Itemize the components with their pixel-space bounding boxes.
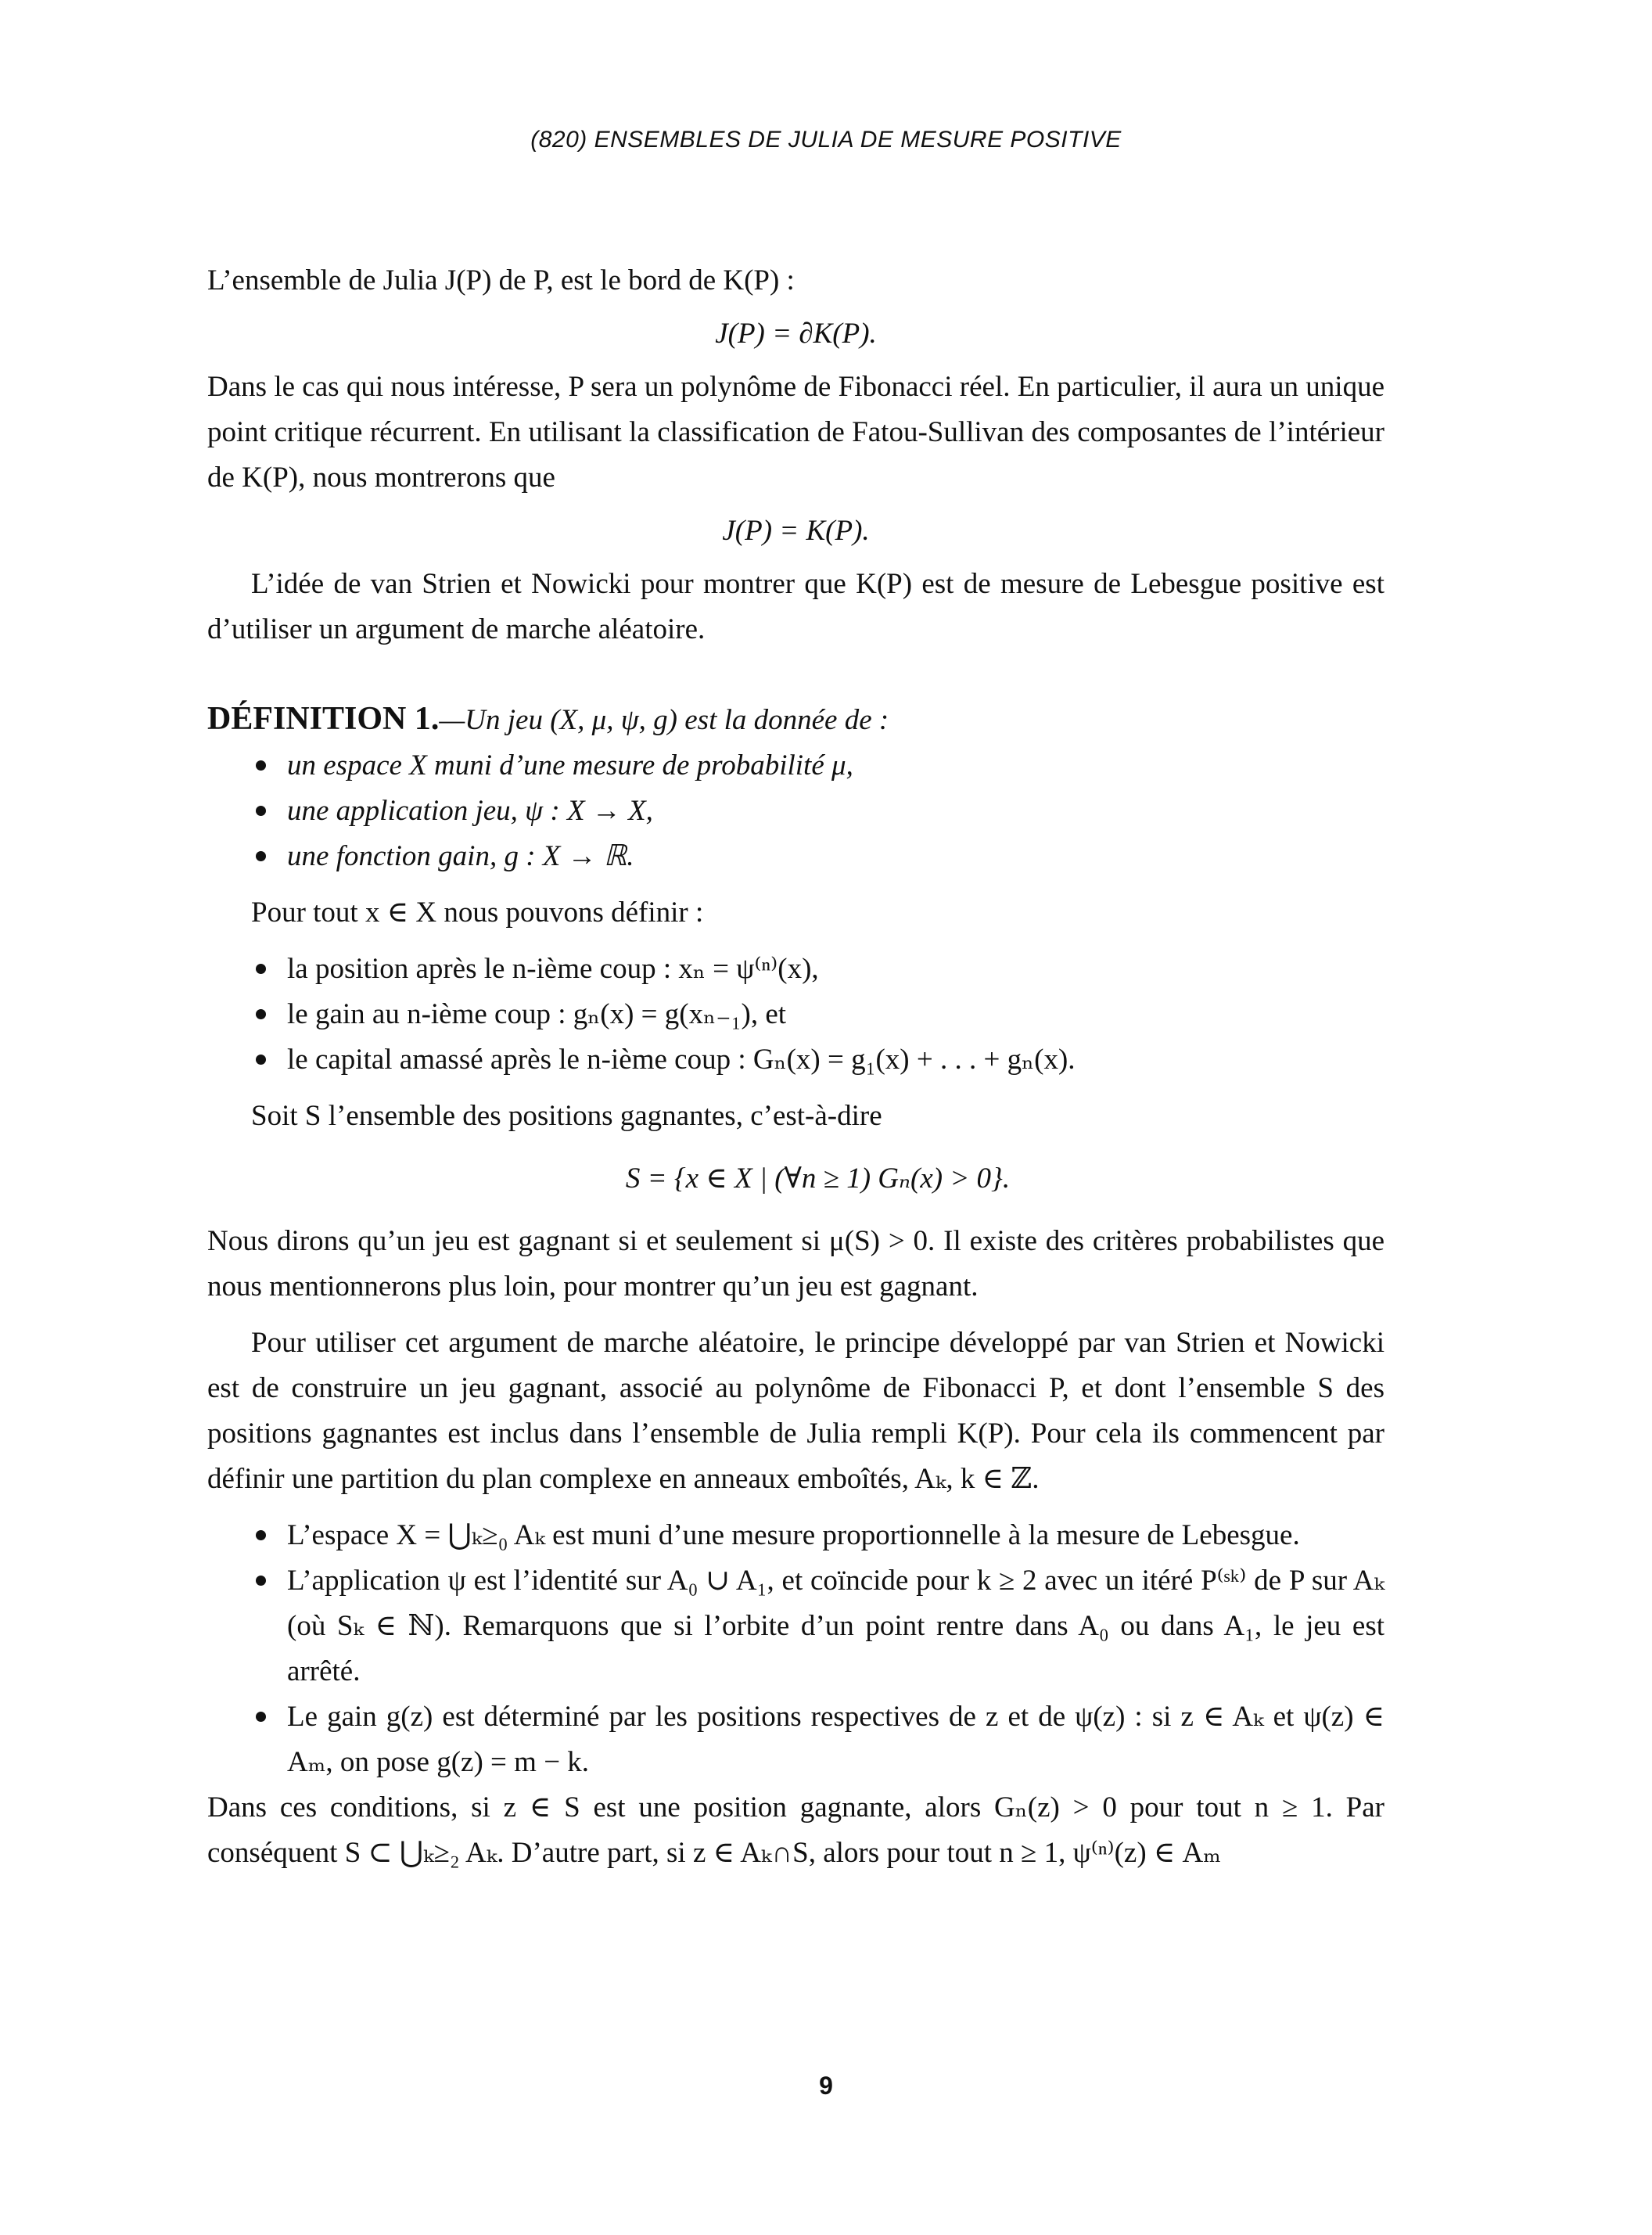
paragraph-conditions: Dans ces conditions, si z ∈ S est une position gagnante, alors Gₙ(z) > 0 pour tout n ≥ 1. Par conséquent S ⊂ ⋃ₖ≥₂ Aₖ. D’autre part, si z ∈ Aₖ∩S, alors pour tout n ≥ 1, ψ⁽ⁿ⁾(z) ∈ Aₘ — [207, 1791, 1384, 1869]
paragraph-construction: Pour utiliser cet argument de marche aléatoire, le principe développé par van Strien et Nowicki est de construire un jeu gagnant, associé au polynôme de Fibonacci P, et dont l’ensemble S des positions gagnantes est inclus dans l’ensemble de Julia rempli K(P). Pour cela ils commencent par définir une partition du plan complexe en anneaux emboîtés, Aₖ, k ∈ ℤ. — [207, 1327, 1384, 1495]
list-item: L’espace X = ⋃ₖ≥₀ Aₖ est muni d’une mesure proportionnelle à la mesure de Lebesgue. — [251, 1513, 1384, 1558]
page-body — [207, 258, 1384, 1876]
list-item: le gain au n-ième coup : gₙ(x) = g(xₙ₋₁), et — [251, 992, 1384, 1037]
page-number: 9 — [819, 2072, 833, 2100]
list-item: le capital amassé après le n-ième coup : Gₙ(x) = g₁(x) + . . . + gₙ(x). — [251, 1037, 1384, 1083]
definition-block — [251, 743, 1384, 1202]
equation-winning-set: S = {x ∈ X | (∀n ≥ 1) Gₙ(x) > 0}. — [625, 1162, 1011, 1195]
list-item: une fonction gain, g : X → ℝ. — [251, 834, 1384, 879]
list-item: un espace X muni d’une mesure de probabilité μ, — [251, 743, 1384, 789]
paragraph-julia-set: L’ensemble de Julia J(P) de P, est le bord de K(P) : — [207, 264, 795, 296]
definition-paragraph: Pour tout x ∈ X nous pouvons définir : — [251, 897, 704, 929]
list-item: la position après le n-ième coup : xₙ = ψ⁽ⁿ⁾(x), — [251, 947, 1384, 992]
construction-list — [251, 1513, 1384, 1785]
game-quantities-list — [251, 947, 1384, 1083]
definition-title: DÉFINITION 1. — [207, 701, 440, 737]
paragraph-fibonacci: Dans le cas qui nous intéresse, P sera un polynôme de Fibonacci réel. En particulier, il aura un unique point critique récurrent. En utilisant la classification de Fatou-Sullivan des composantes de l’intérieur de K(P), nous montrerons que — [207, 371, 1384, 494]
running-header: (820) ENSEMBLES DE JULIA DE MESURE POSITIVE — [530, 127, 1122, 153]
definition-heading — [207, 696, 1384, 743]
list-item: Le gain g(z) est déterminé par les positions respectives de z et de ψ(z) : si z ∈ Aₖ et ψ(z) ∈ Aₘ, on pose g(z) = m − k. — [251, 1694, 1384, 1785]
equation-julia-equals-filled: J(P) = K(P). — [722, 515, 870, 547]
definition-list — [251, 743, 1384, 879]
paragraph-random-walk: L’idée de van Strien et Nowicki pour montrer que K(P) est de mesure de Lebesgue positive est d’utiliser un argument de marche aléatoire. — [207, 568, 1384, 645]
winning-positions-paragraph: Soit S l’ensemble des positions gagnantes, c’est-à-dire — [251, 1100, 882, 1132]
equation-julia-boundary: J(P) = ∂K(P). — [715, 318, 877, 350]
paragraph-winning-game: Nous dirons qu’un jeu est gagnant si et seulement si μ(S) > 0. Il existe des critères probabilistes que nous mentionnerons plus loin, pour montrer qu’un jeu est gagnant. — [207, 1225, 1384, 1303]
definition-intro: —Un jeu (X, μ, ψ, g) est la donnée de : — [439, 704, 889, 736]
list-item: L’application ψ est l’identité sur A₀ ∪ A₁, et coïncide pour k ≥ 2 avec un itéré P⁽ˢᵏ⁾ de P sur Aₖ (où Sₖ ∈ ℕ). Remarquons que si l’orbite d’un point rentre dans A₀ ou dans A₁, le jeu est arrêté. — [251, 1558, 1384, 1694]
list-item: une application jeu, ψ : X → X, — [251, 789, 1384, 834]
